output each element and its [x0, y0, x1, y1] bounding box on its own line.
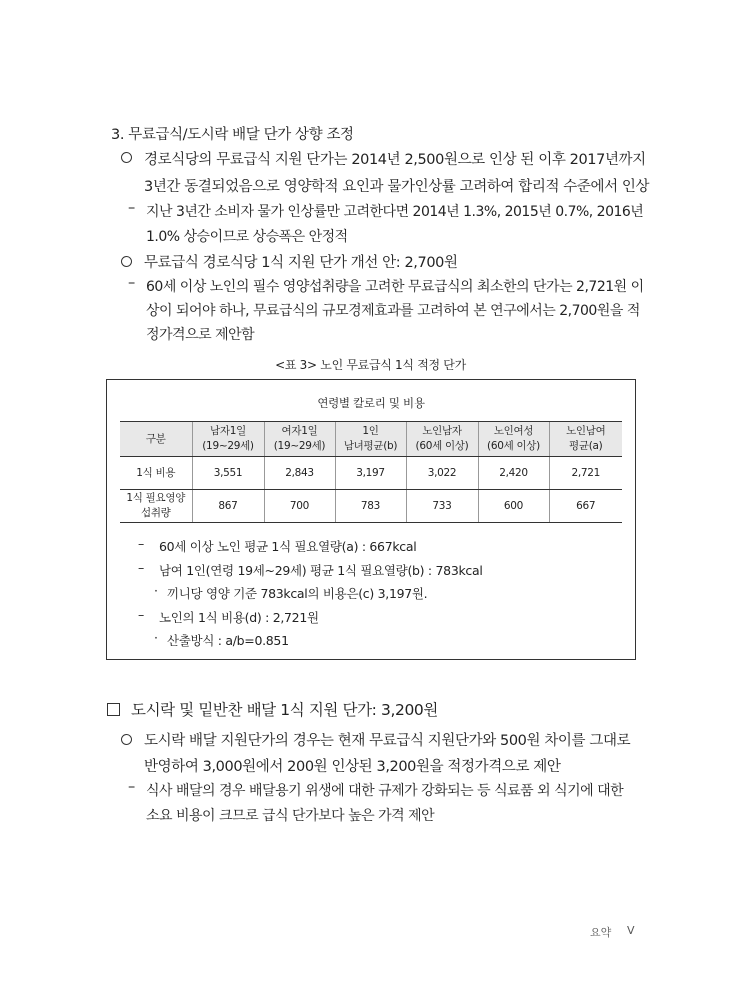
- table-note: 남여 1인(연령 19세~29세) 평균 1식 필요열량(b) : 783kcal: [159, 563, 483, 578]
- table-cell: 733: [406, 490, 478, 523]
- table-cell: 2,420: [478, 457, 549, 490]
- header-cell: 남자1일 (19~29세): [192, 422, 264, 457]
- table-note: 노인의 1식 비용(d) : 2,721원: [159, 610, 319, 625]
- table-cell: 2,721: [549, 457, 622, 490]
- paragraph-line: 도시락 배달 지원단가의 경우는 현재 무료급식 지원단가와 500원 차이를 그대로: [144, 733, 631, 749]
- dash-bullet-icon: –: [138, 536, 144, 551]
- paragraph-line: 1.0% 상승이므로 상승폭은 안정적: [146, 229, 348, 245]
- paragraph-line: 무료급식 경로식당 1식 지원 단가 개선 안: 2,700원: [144, 255, 458, 271]
- circle-bullet-icon: [121, 152, 132, 163]
- row-label-cell: 1식 비용: [120, 457, 192, 490]
- header-cell: 여자1일 (19~29세): [264, 422, 335, 457]
- dash-bullet-icon: –: [138, 607, 144, 622]
- footer-label: 요약: [590, 926, 612, 939]
- row-label-cell: 1식 필요영양 섭취량: [120, 490, 192, 523]
- dash-bullet-icon: –: [128, 275, 135, 291]
- paragraph-line: 식사 배달의 경우 배달용기 위생에 대한 규제가 강화되는 등 식료품 외 식기에 대한: [146, 783, 624, 799]
- table-cell: 3,551: [192, 457, 264, 490]
- dash-bullet-icon: –: [128, 200, 135, 216]
- calorie-cost-table: [120, 421, 622, 523]
- table-cell: 700: [264, 490, 335, 523]
- table-cell: 867: [192, 490, 264, 523]
- table-cell: 783: [335, 490, 406, 523]
- header-cell: 노인남여 평균(a): [549, 422, 622, 457]
- table-cell: 2,843: [264, 457, 335, 490]
- header-cell: 1인 남녀평균(b): [335, 422, 406, 457]
- table-cell: 667: [549, 490, 622, 523]
- table-cell: 600: [478, 490, 549, 523]
- table-row: [120, 490, 622, 523]
- table-box-title: 연령별 칼로리 및 비용: [317, 396, 425, 410]
- table-note: 끼니당 영양 기준 783kcal의 비용은(c) 3,197원.: [167, 586, 428, 601]
- dot-bullet-icon: ·: [154, 630, 158, 645]
- table-cell: 3,197: [335, 457, 406, 490]
- table-note: 60세 이상 노인 평균 1식 필요열량(a) : 667kcal: [159, 539, 417, 554]
- paragraph-line: 3년간 동결되었음으로 영양학적 요인과 물가인상률 고려하여 합리적 수준에서 인상: [144, 179, 650, 195]
- dot-bullet-icon: ·: [154, 583, 158, 598]
- table-cell: 3,022: [406, 457, 478, 490]
- paragraph-line: 정가격으로 제안함: [146, 327, 255, 343]
- header-cell: 노인여성 (60세 이상): [478, 422, 549, 457]
- paragraph-line: 소요 비용이 크므로 급식 단가보다 높은 가격 제안: [146, 808, 435, 824]
- paragraph-line: 상이 되어야 하나, 무료급식의 규모경제효과를 고려하여 본 연구에서는 2,700원을 적: [146, 303, 640, 319]
- table-caption: <표 3> 노인 무료급식 1식 적정 단가: [275, 358, 466, 372]
- dash-bullet-icon: –: [128, 779, 135, 795]
- paragraph-line: 반영하여 3,000원에서 200원 인상된 3,200원을 적정가격으로 제안: [144, 759, 561, 775]
- dash-bullet-icon: –: [138, 560, 144, 575]
- section-heading: 3. 무료급식/도시락 배달 단가 상향 조정: [111, 127, 354, 143]
- header-cell: 구분: [120, 422, 192, 457]
- section-heading: 도시락 및 밑반찬 배달 1식 지원 단가: 3,200원: [131, 701, 438, 719]
- square-bullet-icon: [107, 703, 120, 716]
- table-note: 산출방식 : a/b=0.851: [167, 633, 289, 648]
- paragraph-line: 경로식당의 무료급식 지원 단가는 2014년 2,500원으로 인상 된 이후 2017년까지: [144, 152, 646, 168]
- paragraph-line: 지난 3년간 소비자 물가 인상률만 고려한다면 2014년 1.3%, 2015년 0.7%, 2016년: [146, 204, 644, 220]
- table-row: [120, 457, 622, 490]
- header-cell: 노인남자 (60세 이상): [406, 422, 478, 457]
- paragraph-line: 60세 이상 노인의 필수 영양섭취량을 고려한 무료급식의 최소한의 단가는 2,721원 이: [146, 279, 644, 295]
- table-header-row: [120, 422, 622, 457]
- page-number: V: [627, 924, 635, 937]
- circle-bullet-icon: [121, 734, 132, 745]
- circle-bullet-icon: [121, 256, 132, 267]
- table-box: [106, 379, 636, 660]
